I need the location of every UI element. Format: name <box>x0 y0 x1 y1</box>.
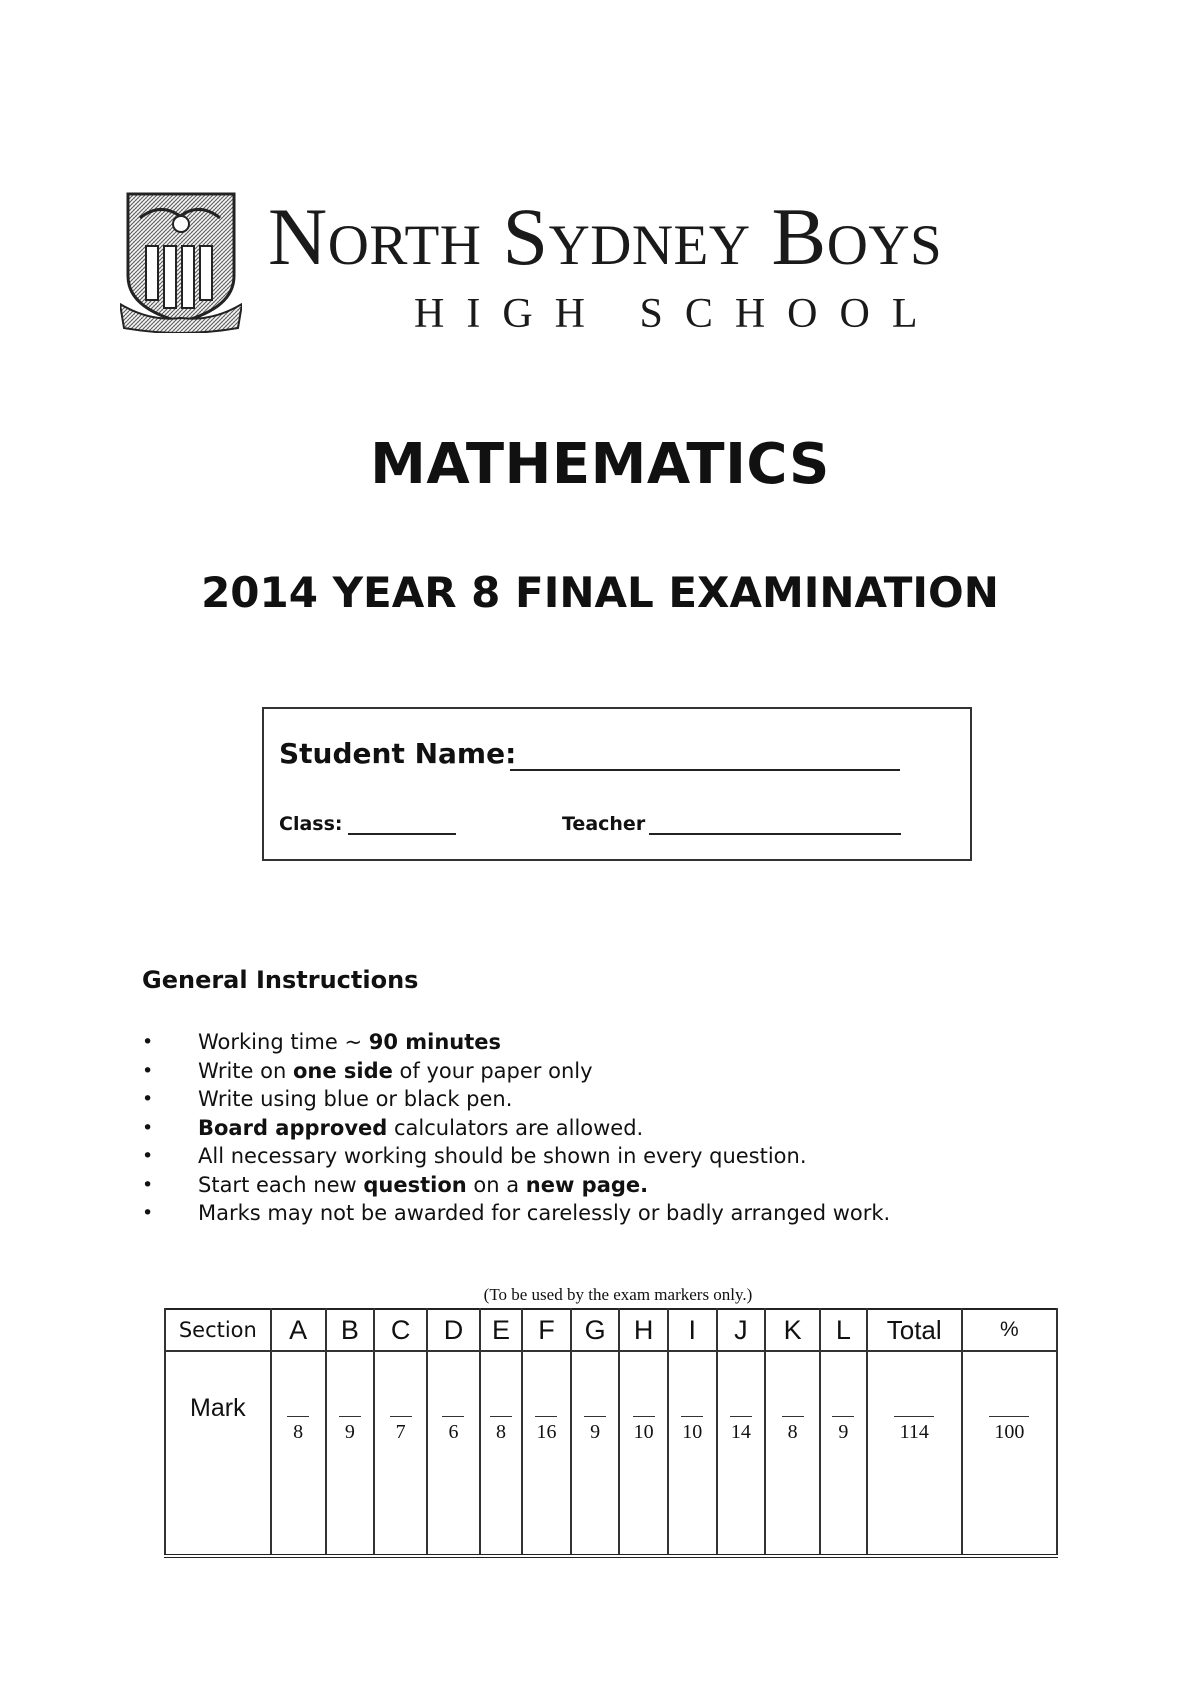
instruction-text: Write on <box>198 1058 293 1083</box>
mark-cell[interactable] <box>619 1351 668 1556</box>
instruction-text: Write using blue or black pen. <box>198 1087 513 1111</box>
section-header-g: G <box>571 1309 620 1351</box>
exam-title: 2014 YEAR 8 FINAL EXAMINATION <box>201 568 999 617</box>
section-header-e: E <box>480 1309 522 1351</box>
mark-cell[interactable] <box>374 1351 427 1556</box>
school-name: North Sydney Boys <box>268 191 943 282</box>
section-header-j: J <box>717 1309 766 1351</box>
teacher-field[interactable] <box>649 833 901 835</box>
section-header-c: C <box>374 1309 427 1351</box>
section-header-k: K <box>765 1309 820 1351</box>
instruction-text: All necessary working should be shown in every question. <box>198 1144 807 1168</box>
school-crest-logo <box>120 188 242 333</box>
mark-cell[interactable] <box>480 1351 522 1556</box>
mark-cell[interactable] <box>427 1351 480 1556</box>
max-mark: 8 <box>782 1416 804 1444</box>
mark-cell[interactable] <box>668 1351 717 1556</box>
max-mark: 100 <box>989 1416 1029 1444</box>
max-mark: 7 <box>390 1416 412 1444</box>
section-header-l: L <box>820 1309 867 1351</box>
instruction-item <box>142 1085 890 1114</box>
instruction-text: 90 minutes <box>368 1030 502 1054</box>
instruction-item <box>142 1057 890 1086</box>
mark-cell[interactable] <box>571 1351 620 1556</box>
mark-cell[interactable] <box>271 1351 326 1556</box>
instruction-text: Working time ~ <box>198 1030 369 1054</box>
instruction-item <box>142 1028 890 1057</box>
instruction-text: calculators are allowed. <box>387 1115 644 1140</box>
bullet-icon: • <box>142 1202 154 1224</box>
section-header-h: H <box>619 1309 668 1351</box>
school-subtitle: HIGH SCHOOL <box>414 291 940 337</box>
instruction-text: Board approved <box>198 1115 388 1140</box>
teacher-label: Teacher <box>562 813 646 835</box>
section-header-a: A <box>271 1309 326 1351</box>
bullet-icon: • <box>142 1088 154 1110</box>
bullet-icon: • <box>142 1116 154 1139</box>
student-name-label: Student Name: <box>279 737 517 770</box>
markers-note: (To be used by the exam markers only.) <box>483 1285 753 1304</box>
mark-cell[interactable] <box>765 1351 820 1556</box>
marks-table <box>164 1308 1058 1558</box>
section-header-percent: % <box>962 1309 1057 1351</box>
section-header-label: Section <box>165 1309 271 1351</box>
instruction-text: of your paper only <box>392 1058 593 1083</box>
section-header-total: Total <box>867 1309 962 1351</box>
instructions-list <box>142 1028 890 1228</box>
max-mark: 8 <box>490 1416 512 1444</box>
instruction-item <box>142 1171 890 1200</box>
bullet-icon: • <box>142 1031 154 1053</box>
mark-row-label: Mark <box>165 1351 271 1556</box>
subject-title: MATHEMATICS <box>370 432 830 497</box>
instruction-item <box>142 1114 890 1143</box>
instruction-text: on a <box>466 1172 526 1197</box>
max-mark: 10 <box>633 1416 655 1444</box>
max-mark: 9 <box>832 1416 854 1444</box>
section-header-row <box>165 1309 1057 1351</box>
max-mark: 9 <box>339 1416 361 1444</box>
instruction-text: new page. <box>525 1172 649 1197</box>
section-header-d: D <box>427 1309 480 1351</box>
instruction-text: Start each new <box>198 1172 364 1197</box>
mark-cell[interactable] <box>326 1351 375 1556</box>
student-name-field[interactable] <box>510 769 900 771</box>
section-header-f: F <box>522 1309 571 1351</box>
bullet-icon: • <box>142 1173 154 1196</box>
bullet-icon: • <box>142 1059 154 1082</box>
bullet-icon: • <box>142 1145 154 1167</box>
max-mark: 114 <box>894 1416 934 1444</box>
student-details-box <box>262 707 972 861</box>
max-mark: 14 <box>730 1416 752 1444</box>
section-header-i: I <box>668 1309 717 1351</box>
mark-cell[interactable] <box>867 1351 962 1556</box>
max-mark: 6 <box>442 1416 464 1444</box>
max-mark: 16 <box>535 1416 557 1444</box>
max-mark: 9 <box>584 1416 606 1444</box>
section-header-b: B <box>326 1309 375 1351</box>
max-mark: 10 <box>681 1416 703 1444</box>
mark-cell[interactable] <box>962 1351 1057 1556</box>
mark-cell[interactable] <box>522 1351 571 1556</box>
general-instructions-heading: General Instructions <box>142 966 419 994</box>
instruction-item <box>142 1142 890 1171</box>
instruction-text: Marks may not be awarded for carelessly or badly arranged work. <box>198 1201 891 1225</box>
mark-row <box>165 1351 1057 1556</box>
instruction-text: one side <box>292 1058 393 1083</box>
max-mark: 8 <box>287 1416 309 1444</box>
mark-cell[interactable] <box>820 1351 867 1556</box>
mark-cell[interactable] <box>717 1351 766 1556</box>
class-field[interactable] <box>348 833 456 835</box>
instruction-text: question <box>363 1172 467 1197</box>
class-label: Class: <box>279 813 343 835</box>
instruction-item <box>142 1199 890 1228</box>
